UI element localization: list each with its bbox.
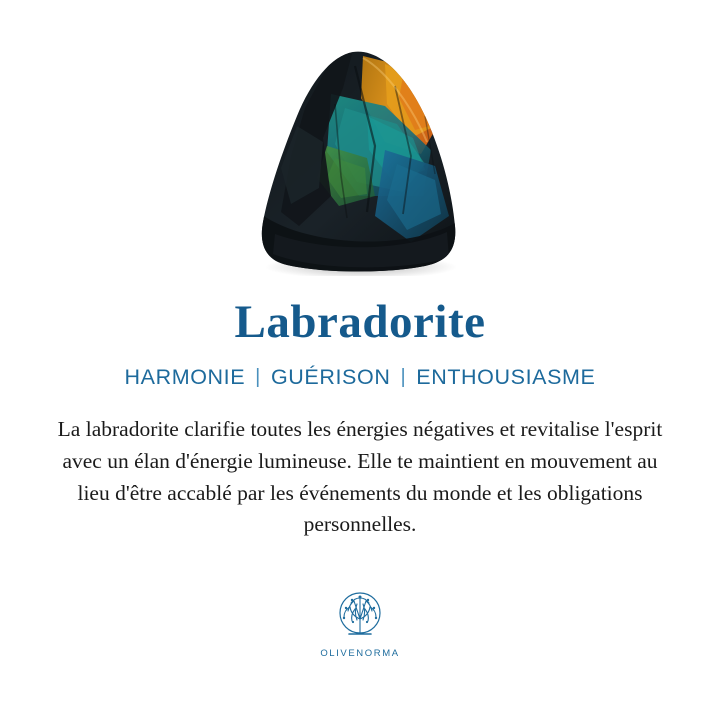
keyword-guerison: GUÉRISON bbox=[270, 365, 391, 390]
keyword-separator: | bbox=[255, 366, 261, 389]
keyword-separator: | bbox=[400, 366, 407, 389]
keyword-enthousiasme: ENTHOUSIASME bbox=[416, 365, 596, 390]
page-title: Labradorite bbox=[234, 296, 486, 348]
brand-name: OLIVENORMA bbox=[320, 648, 400, 660]
description-text: La labradorite clarifie toutes les énergies négatives et revitalise l'esprit avec un élan d'énergie lumineuse. Elle te maintient en mouvement au lieu d'être accablé par les événements du monde et les obligations personnelles. bbox=[57, 417, 663, 537]
stone-image-area bbox=[0, 0, 720, 290]
keyword-list bbox=[125, 365, 596, 390]
labradorite-stone-image bbox=[235, 46, 485, 276]
tree-of-life-icon bbox=[331, 589, 389, 645]
keyword-harmonie: HARMONIE bbox=[124, 365, 246, 390]
brand-logo bbox=[320, 589, 399, 659]
stone-illustration bbox=[235, 46, 485, 276]
